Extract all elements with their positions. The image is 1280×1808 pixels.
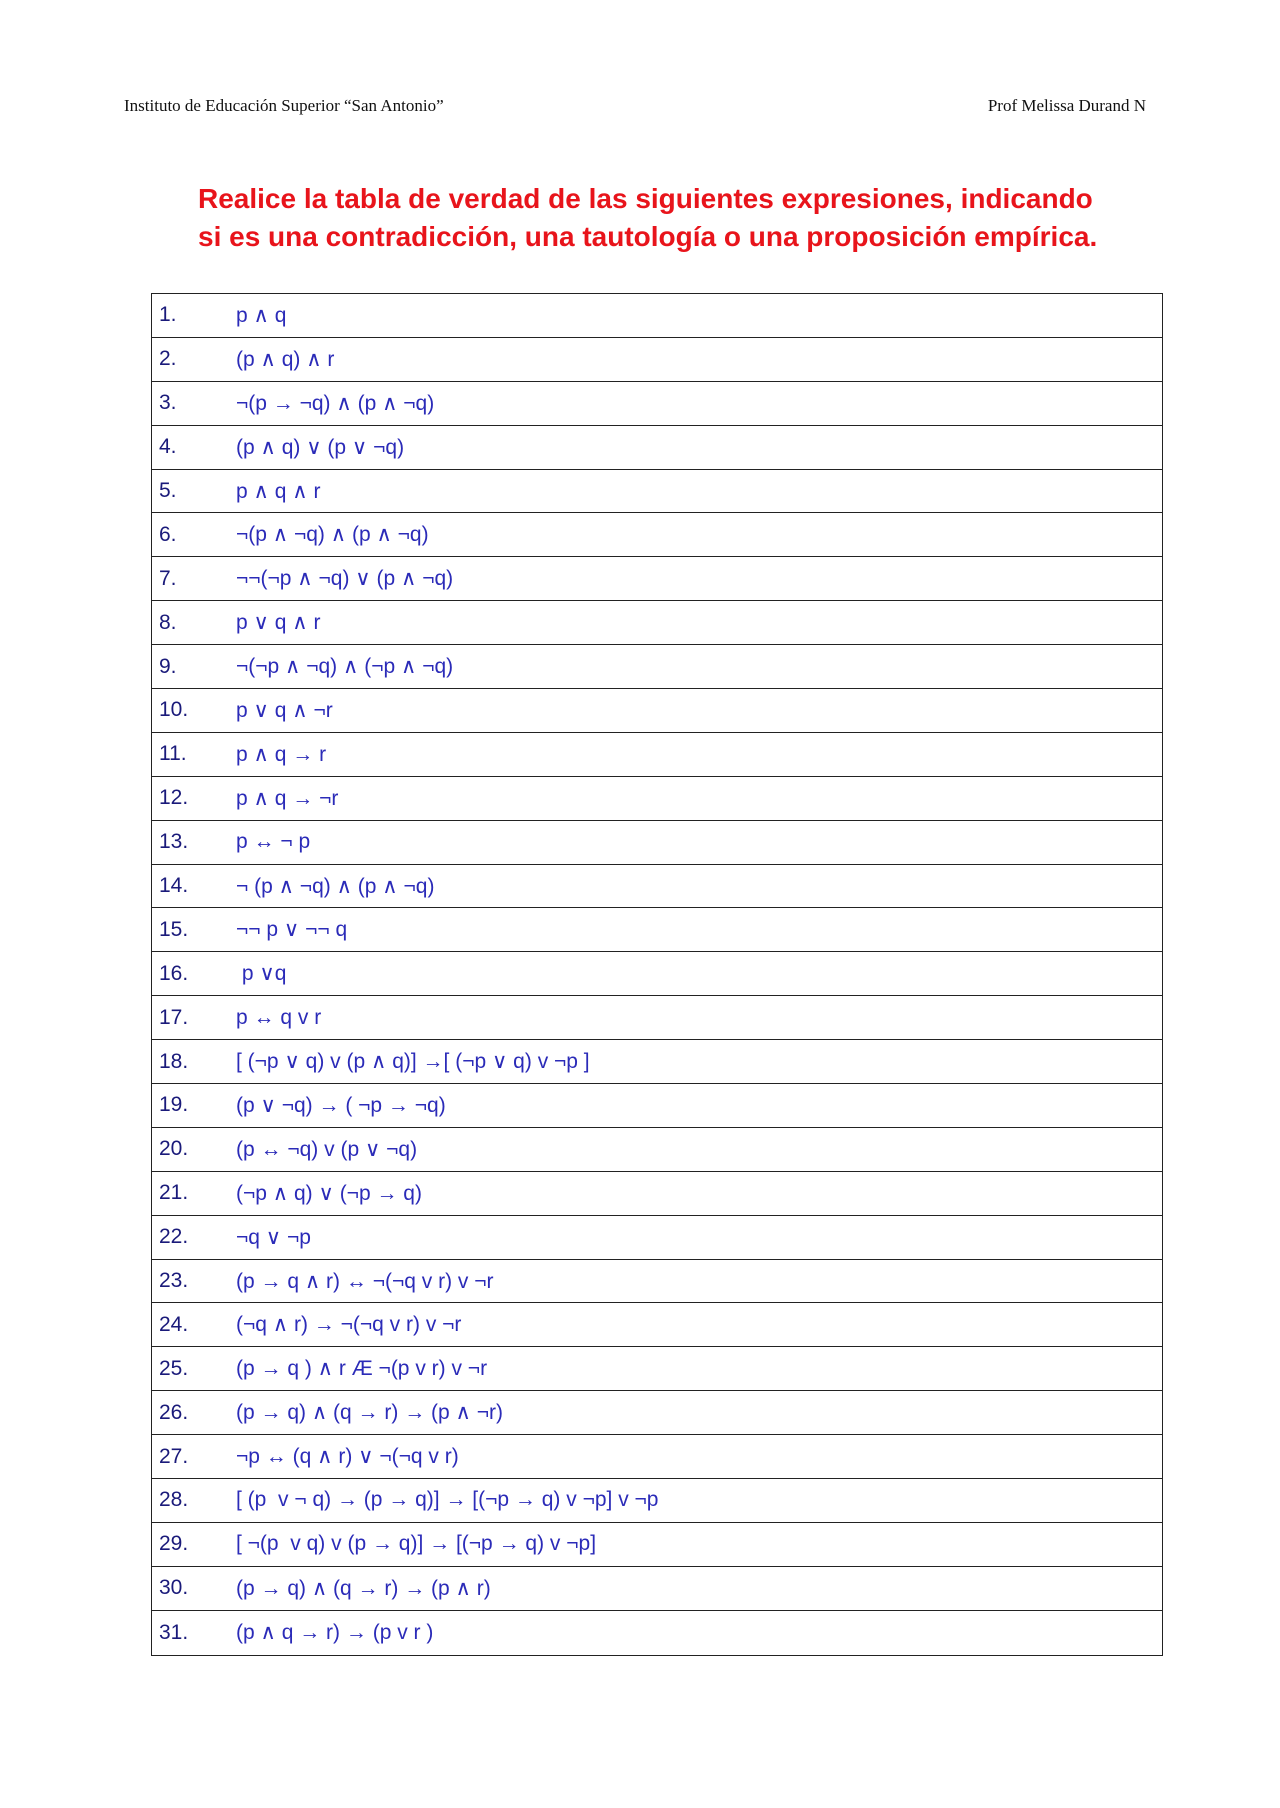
table-row [152,426,1162,470]
exercise-expression: p ∨ q ∧ ¬r [236,698,333,722]
exercise-expression: p ↔ q v r [236,1005,322,1029]
exercise-expression: ¬(p → ¬q) ∧ (p ∧ ¬q) [236,391,435,415]
table-row [152,294,1162,338]
table-row [152,470,1162,514]
instruction-line-2: si es una contradicción, una tautología o una proposición empírica. [198,221,1098,252]
exercise-expression: ¬¬ p ∨ ¬¬ q [236,918,348,942]
table-row [152,996,1162,1040]
table-row [152,601,1162,645]
exercise-number: 22. [159,1225,189,1249]
table-row [152,1347,1162,1391]
exercise-expression: (p ∧ q → r) → (p v r ) [236,1621,434,1645]
exercise-expression: (¬q ∧ r) → ¬(¬q v r) v ¬r [236,1313,462,1337]
table-row [152,952,1162,996]
table-row [152,865,1162,909]
exercise-number: 24. [159,1312,189,1336]
exercise-expression: ¬¬(¬p ∧ ¬q) ∨ (p ∧ ¬q) [236,567,454,591]
exercise-expression: (p ∧ q) ∧ r [236,347,335,371]
exercise-expression: ¬(¬p ∧ ¬q) ∧ (¬p ∧ ¬q) [236,655,454,679]
exercise-expression: p ∧ q → ¬r [236,786,339,810]
exercise-number: 16. [159,961,189,985]
exercise-number: 30. [159,1576,189,1600]
table-row [152,338,1162,382]
table-row [152,777,1162,821]
exercise-expression: p ∨ q ∧ r [236,611,321,635]
teacher-name: Prof Melissa Durand N [987,96,1146,115]
exercise-expression: (p ↔ ¬q) v (p ∨ ¬q) [236,1137,418,1161]
table-row [152,1128,1162,1172]
table-row [152,821,1162,865]
table-row [152,1611,1162,1655]
table-row [152,557,1162,601]
exercise-number: 11. [159,742,187,766]
exercise-expression: p ∧ q → r [236,742,327,766]
table-row [152,689,1162,733]
exercise-number: 29. [159,1532,189,1556]
exercise-number: 15. [159,917,189,941]
exercise-number: 18. [159,1049,189,1073]
exercise-expression: [ ¬(p v q) v (p → q)] → [(¬p → q) v ¬p] [236,1532,597,1556]
table-row [152,1523,1162,1567]
table-row [152,1040,1162,1084]
exercise-expression: (¬p ∧ q) ∨ (¬p → q) [236,1181,422,1205]
table-row [152,1084,1162,1128]
exercise-expression: (p ∧ q) ∨ (p ∨ ¬q) [236,435,405,459]
exercise-number: 6. [159,522,177,546]
exercise-number: 5. [159,479,177,502]
exercise-expression: [ (¬p ∨ q) v (p ∧ q)] →[ (¬p ∨ q) v ¬p ] [236,1050,590,1074]
exercise-number: 19. [159,1093,189,1117]
exercise-expression: (p → q ∧ r) ↔ ¬(¬q v r) v ¬r [236,1269,494,1293]
exercise-expression: p ↔ ¬ p [236,830,311,854]
exercise-table [151,293,1163,1656]
instruction-line-1: Realice la tabla de verdad de las siguientes expresiones, indicando [198,183,1093,214]
exercise-expression: ¬(p ∧ ¬q) ∧ (p ∧ ¬q) [236,523,429,547]
table-row [152,1567,1162,1611]
institution-name: Instituto de Educación Superior “San Antonio” [124,96,444,115]
exercise-number: 26. [159,1400,189,1424]
table-row [152,733,1162,777]
exercise-number: 13. [159,830,189,854]
exercise-expression: p ∨q [236,962,287,986]
instruction-text [198,180,1178,256]
exercise-number: 21. [159,1181,189,1205]
exercise-number: 28. [159,1488,189,1512]
exercise-number: 3. [159,391,177,415]
exercise-expression: (p → q) ∧ (q → r) → (p ∧ ¬r) [236,1401,504,1425]
table-row [152,1260,1162,1304]
table-row [152,1479,1162,1523]
exercise-number: 14. [159,874,189,898]
exercise-number: 4. [159,435,177,459]
exercise-number: 25. [159,1356,189,1380]
table-row [152,1391,1162,1435]
exercise-expression: (p → q) ∧ (q → r) → (p ∧ r) [236,1576,491,1600]
exercise-expression: [ (p v ¬ q) → (p → q)] → [(¬p → q) v ¬p] v ¬p [236,1488,659,1512]
exercise-expression: ¬ (p ∧ ¬q) ∧ (p ∧ ¬q) [236,874,435,898]
exercise-number: 8. [159,610,177,634]
table-row [152,908,1162,952]
exercise-number: 23. [159,1269,189,1293]
exercise-number: 9. [159,654,177,678]
exercise-number: 2. [159,347,177,371]
exercise-expression: (p ∨ ¬q) → ( ¬p → ¬q) [236,1093,446,1117]
exercise-expression: ¬p ↔ (q ∧ r) ∨ ¬(¬q v r) [236,1445,459,1469]
exercise-number: 10. [159,698,189,722]
table-row [152,645,1162,689]
table-row [152,382,1162,426]
exercise-number: 1. [159,303,177,327]
table-row [152,513,1162,557]
exercise-number: 12. [159,786,189,810]
exercise-number: 31. [159,1620,189,1644]
exercise-expression: p ∧ q [236,303,287,327]
exercise-number: 7. [159,566,177,590]
exercise-expression: (p → q ) ∧ r Æ ¬(p v r) v ¬r [236,1357,488,1381]
table-row [152,1435,1162,1479]
table-row [152,1172,1162,1216]
table-row [152,1303,1162,1347]
table-row [152,1216,1162,1260]
exercise-number: 27. [159,1444,189,1468]
exercise-expression: p ∧ q ∧ r [236,479,321,503]
page-header [124,96,1146,116]
exercise-expression: ¬q ∨ ¬p [236,1225,311,1249]
exercise-number: 17. [159,1005,189,1029]
exercise-number: 20. [159,1137,189,1161]
